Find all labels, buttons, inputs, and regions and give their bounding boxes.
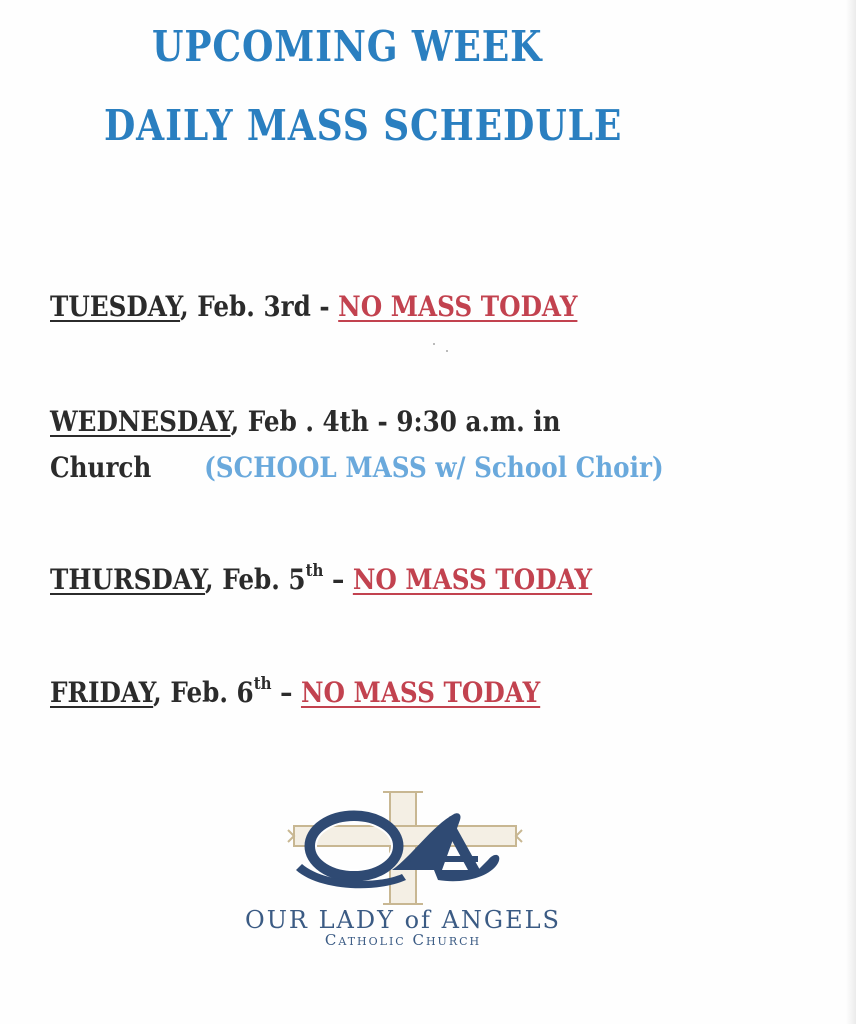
- day-label-friday: FRIDAY: [50, 676, 154, 709]
- schedule-row-thursday: [50, 563, 592, 596]
- scan-speck: [446, 350, 448, 352]
- title-line-1: UPCOMING WEEK: [152, 22, 543, 71]
- parish-logo: [282, 786, 534, 908]
- date-text-tuesday: , Feb. 3rd -: [180, 290, 339, 323]
- date-text-wednesday: , Feb . 4th - 9:30 a.m. in: [230, 405, 561, 438]
- dash-thursday: –: [323, 563, 353, 596]
- day-label-thursday: THURSDAY: [50, 563, 206, 596]
- church-subtitle: Catholic Church: [324, 931, 482, 949]
- date-text-thursday: , Feb. 5: [205, 563, 306, 596]
- status-no-mass-friday: NO MASS TODAY: [300, 676, 541, 709]
- place-text-wednesday: Church: [50, 451, 152, 484]
- church-name: OUR LADY of ANGELS: [245, 906, 561, 934]
- date-suffix-friday: th: [253, 674, 272, 694]
- page-edge-shadow: [846, 0, 856, 1024]
- scan-speck: [433, 343, 435, 345]
- day-label-tuesday: TUESDAY: [50, 290, 181, 323]
- schedule-row-friday: [50, 676, 540, 709]
- cross-icon: [288, 792, 522, 904]
- day-label-wednesday: WEDNESDAY: [50, 405, 231, 438]
- schedule-row-wednesday-continued: [50, 451, 664, 484]
- status-no-mass-thursday: NO MASS TODAY: [352, 563, 593, 596]
- schedule-row-wednesday: [50, 405, 561, 438]
- title-line-2: DAILY MASS SCHEDULE: [104, 101, 623, 150]
- schedule-row-tuesday: [50, 290, 577, 323]
- date-text-friday: , Feb. 6: [153, 676, 254, 709]
- school-mass-note: (SCHOOL MASS w/ School Choir): [204, 451, 664, 484]
- date-suffix-thursday: th: [305, 561, 324, 581]
- dash-friday: –: [271, 676, 301, 709]
- status-no-mass-tuesday: NO MASS TODAY: [338, 290, 578, 323]
